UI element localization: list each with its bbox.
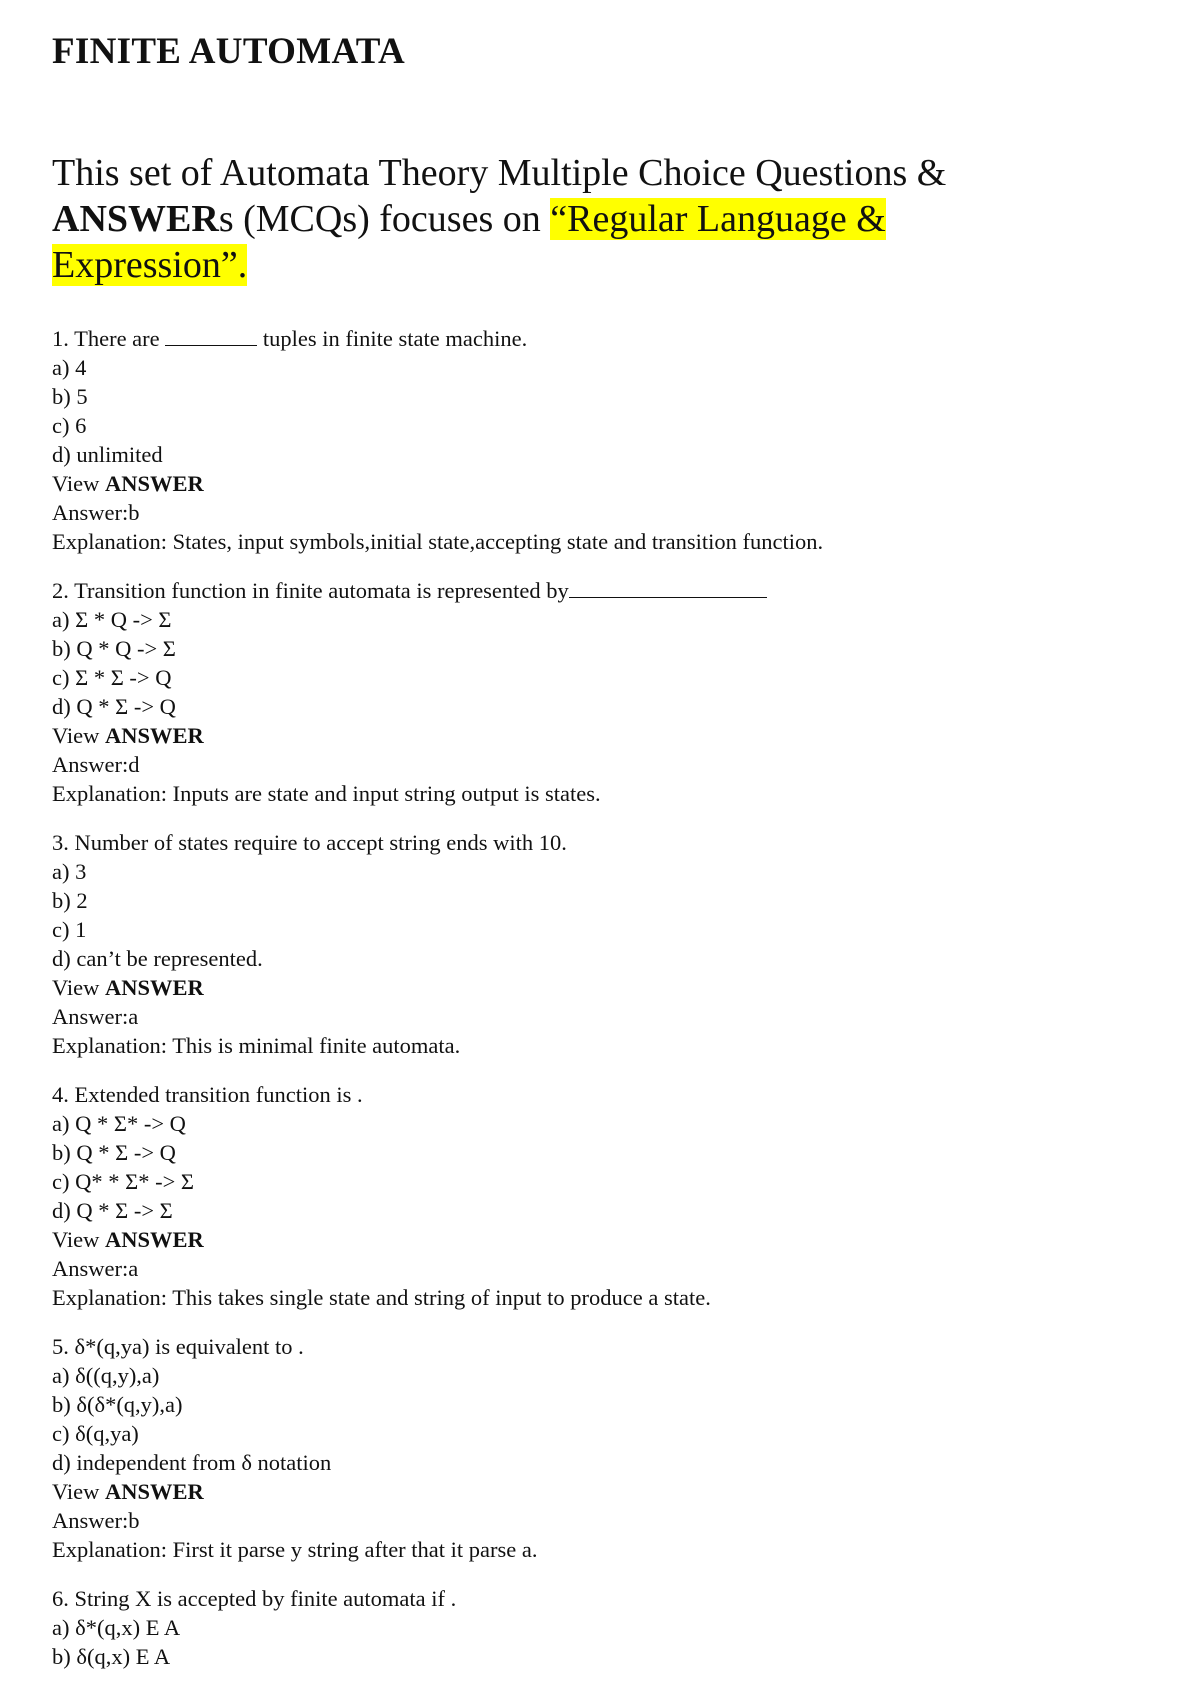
option-d: d) Q * Σ -> Q <box>52 694 176 719</box>
question-text <box>52 576 1152 605</box>
option-b: b) Q * Q -> Σ <box>52 636 176 661</box>
intro-text-2: s (MCQs) focuses on <box>218 198 551 240</box>
option-c: c) 6 <box>52 413 87 438</box>
answer-text: Answer:a <box>52 1004 139 1029</box>
view-answer-label: ANSWER <box>105 1479 204 1504</box>
intro-text: This set of Automata Theory Multiple Choice Questions & <box>52 152 947 194</box>
question-6 <box>52 1584 1152 1671</box>
option-c: c) Σ * Σ -> Q <box>52 665 172 690</box>
view-answer-label: ANSWER <box>105 471 204 496</box>
question-2 <box>52 576 1152 808</box>
document-title: FINITE AUTOMATA <box>52 31 405 72</box>
view-label: View <box>52 723 106 748</box>
view-answer-link[interactable] <box>52 721 1152 750</box>
intro-bold-answer: ANSWER <box>52 198 219 240</box>
answer-text: Answer:d <box>52 752 140 777</box>
option-c: c) δ(q,ya) <box>52 1421 139 1446</box>
intro-highlight-topic: “Regular Language & <box>550 198 886 240</box>
option-d: d) independent from δ notation <box>52 1450 332 1475</box>
view-answer-link[interactable] <box>52 973 1152 1002</box>
view-label: View <box>52 975 106 1000</box>
question-text: 6. String X is accepted by finite automata if . <box>52 1586 457 1611</box>
option-b: b) Q * Σ -> Q <box>52 1140 176 1165</box>
option-b: b) 2 <box>52 888 88 913</box>
question-text: 5. δ*(q,ya) is equivalent to . <box>52 1334 304 1359</box>
explanation-text: Explanation: First it parse y string after that it parse a. <box>52 1537 538 1562</box>
option-a: a) δ*(q,x) E A <box>52 1615 181 1640</box>
option-b: b) δ(q,x) E A <box>52 1644 171 1669</box>
question-text: 3. Number of states require to accept string ends with 10. <box>52 830 567 855</box>
view-answer-label: ANSWER <box>105 975 204 1000</box>
option-b: b) 5 <box>52 384 88 409</box>
option-d: d) Q * Σ -> Σ <box>52 1198 173 1223</box>
option-b: b) δ(δ*(q,y),a) <box>52 1392 183 1417</box>
explanation-text: Explanation: This is minimal finite automata. <box>52 1033 461 1058</box>
view-answer-label: ANSWER <box>105 723 204 748</box>
explanation-text: Explanation: This takes single state and string of input to produce a state. <box>52 1285 711 1310</box>
question-text-start: 1. There are <box>52 326 166 351</box>
view-label: View <box>52 1479 106 1504</box>
intro-highlight-topic-2: Expression”. <box>52 244 248 286</box>
answer-text: Answer:a <box>52 1256 139 1281</box>
option-d: d) can’t be represented. <box>52 946 263 971</box>
view-answer-label: ANSWER <box>105 1227 204 1252</box>
view-answer-link[interactable] <box>52 1477 1152 1506</box>
answer-text: Answer:b <box>52 1508 140 1533</box>
option-d: d) unlimited <box>52 442 163 467</box>
question-list <box>52 324 1152 1691</box>
question-3 <box>52 828 1152 1060</box>
option-a: a) Σ * Q -> Σ <box>52 607 172 632</box>
option-c: c) 1 <box>52 917 87 942</box>
explanation-text: Explanation: Inputs are state and input string output is states. <box>52 781 601 806</box>
view-label: View <box>52 1227 106 1252</box>
intro-paragraph <box>52 150 1052 288</box>
view-answer-link[interactable] <box>52 1225 1152 1254</box>
option-a: a) 4 <box>52 355 87 380</box>
view-answer-link[interactable] <box>52 469 1152 498</box>
question-4 <box>52 1080 1152 1312</box>
answer-blank <box>165 325 257 346</box>
question-text-start: 2. Transition function in finite automata is represented by <box>52 578 569 603</box>
question-text <box>52 324 1152 353</box>
view-label: View <box>52 471 106 496</box>
explanation-text: Explanation: States, input symbols,initial state,accepting state and transition function. <box>52 529 824 554</box>
question-1 <box>52 324 1152 556</box>
question-text-end: tuples in finite state machine. <box>257 326 528 351</box>
option-a: a) 3 <box>52 859 87 884</box>
question-5 <box>52 1332 1152 1564</box>
option-c: c) Q* * Σ* -> Σ <box>52 1169 194 1194</box>
option-a: a) δ((q,y),a) <box>52 1363 160 1388</box>
question-text: 4. Extended transition function is . <box>52 1082 363 1107</box>
option-a: a) Q * Σ* -> Q <box>52 1111 186 1136</box>
answer-blank <box>569 577 767 598</box>
answer-text: Answer:b <box>52 500 140 525</box>
